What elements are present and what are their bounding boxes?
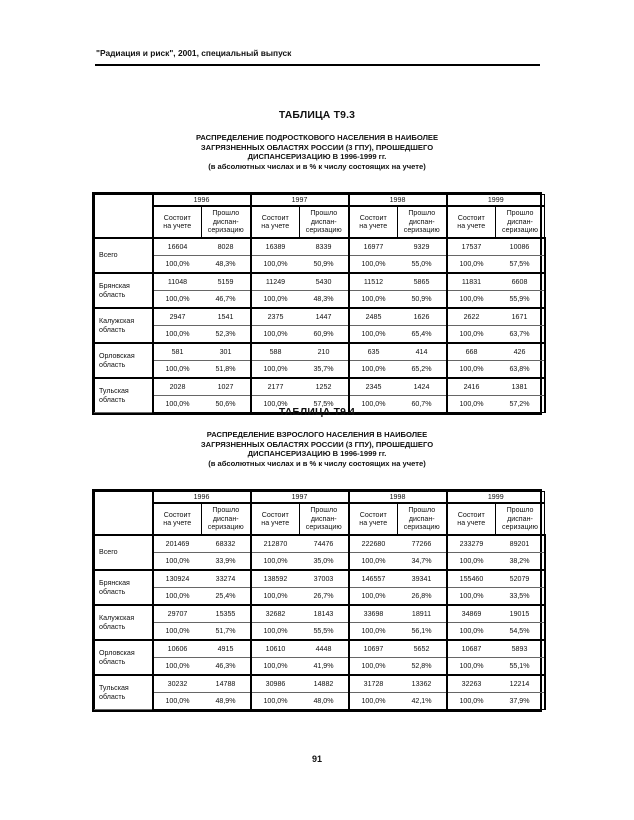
caption-line: (в абсолютных числах и в % к числу состоящих на учете) [208, 161, 426, 171]
region-line: Калужская [99, 317, 135, 326]
header-line: серизацию [502, 226, 538, 235]
registered-header [153, 206, 202, 238]
count-cell: 16977 [349, 238, 398, 256]
year-header: 1996 [153, 195, 251, 207]
region-label [95, 640, 153, 675]
count-cell: 77266 [398, 535, 447, 553]
percent-cell: 100,0% [349, 623, 398, 641]
table-row [95, 343, 545, 361]
count-cell: 138592 [251, 570, 300, 588]
region-label [95, 570, 153, 605]
caption-line: ЗАГРЯЗНЕННЫХ ОБЛАСТЯХ РОССИИ (3 ГПУ), ПРОШЕДШЕГО [200, 439, 434, 449]
year-header: 1999 [447, 492, 545, 504]
count-cell: 34869 [447, 605, 496, 623]
percent-cell: 100,0% [251, 658, 300, 676]
region-line: Всего [99, 548, 118, 557]
table-row [95, 623, 545, 641]
count-cell: 33274 [202, 570, 251, 588]
count-cell: 2622 [447, 308, 496, 326]
table-row [95, 693, 545, 710]
examined-header [202, 503, 251, 535]
year-header: 1997 [251, 195, 349, 207]
count-cell: 18911 [398, 605, 447, 623]
percent-cell: 100,0% [153, 326, 202, 344]
header-line: Состоит [457, 510, 485, 519]
percent-cell: 55,5% [300, 623, 349, 641]
header-line: серизацию [207, 226, 244, 235]
table-row [95, 640, 545, 658]
header-line: диспан- [212, 514, 239, 523]
count-cell: 635 [349, 343, 398, 361]
percent-cell: 55,9% [496, 291, 545, 309]
count-cell: 2345 [349, 378, 398, 396]
table-row [95, 361, 545, 379]
table-block-t9-3 [92, 110, 542, 408]
count-cell: 14788 [202, 675, 251, 693]
caption-line: ЗАГРЯЗНЕННЫХ ОБЛАСТЯХ РОССИИ (3 ГПУ), ПРОШЕДШЕГО [200, 142, 434, 152]
header-line: серизацию [403, 226, 440, 235]
count-cell: 4915 [202, 640, 251, 658]
percent-cell: 100,0% [349, 326, 398, 344]
percent-cell: 35,0% [300, 553, 349, 571]
count-cell: 10687 [447, 640, 496, 658]
count-cell: 14882 [300, 675, 349, 693]
percent-cell: 35,7% [300, 361, 349, 379]
percent-cell: 100,0% [251, 361, 300, 379]
percent-cell: 100,0% [251, 326, 300, 344]
table-row [95, 273, 545, 291]
table-row [95, 291, 545, 309]
region-label [95, 273, 153, 308]
percent-cell: 48,0% [300, 693, 349, 710]
count-cell: 1027 [202, 378, 251, 396]
table-title: ТАБЛИЦА Т9.4 [278, 407, 356, 418]
count-cell: 222680 [349, 535, 398, 553]
region-line: Брянская [99, 579, 130, 588]
count-cell: 30232 [153, 675, 202, 693]
count-cell: 1541 [202, 308, 251, 326]
count-cell: 668 [447, 343, 496, 361]
corner-cell [95, 492, 153, 536]
examined-header [202, 206, 251, 238]
header-line: Прошло [212, 506, 240, 515]
percent-cell: 57,2% [496, 396, 545, 413]
table-row [95, 553, 545, 571]
region-line: Орловская [99, 649, 135, 658]
percent-cell: 100,0% [349, 588, 398, 606]
count-cell: 5865 [398, 273, 447, 291]
table-row [95, 308, 545, 326]
percent-cell: 100,0% [447, 361, 496, 379]
percent-cell: 100,0% [153, 361, 202, 379]
header-line: на учете [359, 222, 388, 230]
table-row [95, 675, 545, 693]
year-header-row [95, 492, 545, 504]
count-cell: 212870 [251, 535, 300, 553]
percent-cell: 60,9% [300, 326, 349, 344]
header-line: диспан- [507, 514, 533, 523]
count-cell: 2177 [251, 378, 300, 396]
percent-cell: 100,0% [349, 693, 398, 710]
percent-cell: 60,7% [398, 396, 447, 413]
examined-header [398, 503, 447, 535]
examined-header [300, 503, 349, 535]
registered-header [251, 206, 300, 238]
count-cell: 146557 [349, 570, 398, 588]
data-table-frame [92, 192, 542, 415]
caption-line: РАСПРЕДЕЛЕНИЕ ВЗРОСЛОГО НАСЕЛЕНИЯ В НАИБОЛЕЕ [206, 430, 428, 439]
count-cell: 2485 [349, 308, 398, 326]
year-header: 1997 [251, 492, 349, 504]
count-cell: 2947 [153, 308, 202, 326]
percent-cell: 100,0% [447, 623, 496, 641]
table-caption [92, 133, 542, 171]
caption-line: РАСПРЕДЕЛЕНИЕ ПОДРОСТКОВОГО НАСЕЛЕНИЯ В НАИБОЛЕЕ [195, 133, 439, 142]
page-number: 91 [311, 754, 322, 764]
header-line: Состоит [261, 213, 289, 222]
count-cell: 32263 [447, 675, 496, 693]
region-line: Калужская [99, 614, 135, 623]
percent-cell: 100,0% [447, 553, 496, 571]
percent-cell: 100,0% [251, 291, 300, 309]
region-label [95, 308, 153, 343]
count-cell: 2375 [251, 308, 300, 326]
count-cell: 74476 [300, 535, 349, 553]
registered-header [349, 206, 398, 238]
count-cell: 8028 [202, 238, 251, 256]
count-cell: 1252 [300, 378, 349, 396]
percent-cell: 100,0% [251, 693, 300, 710]
header-line: Состоит [359, 510, 387, 519]
percent-cell: 100,0% [349, 256, 398, 274]
percent-cell: 100,0% [153, 553, 202, 571]
percent-cell: 63,8% [496, 361, 545, 379]
table-row [95, 535, 545, 553]
examined-header [300, 206, 349, 238]
percent-cell: 100,0% [447, 396, 496, 413]
header-line: на учете [163, 222, 192, 230]
header-line: Состоит [457, 213, 485, 222]
header-rule [95, 64, 540, 66]
count-cell: 10610 [251, 640, 300, 658]
percent-cell: 33,9% [202, 553, 251, 571]
table-row [95, 378, 545, 396]
percent-cell: 100,0% [153, 256, 202, 274]
percent-cell: 100,0% [153, 588, 202, 606]
count-cell: 29707 [153, 605, 202, 623]
count-cell: 16389 [251, 238, 300, 256]
header-line: Прошло [408, 506, 436, 515]
region-label [95, 605, 153, 640]
header-line: диспан- [310, 514, 337, 523]
percent-cell: 100,0% [153, 291, 202, 309]
percent-cell: 52,8% [398, 658, 447, 676]
header-line: Прошло [310, 506, 338, 515]
count-cell: 11831 [447, 273, 496, 291]
region-line: область [99, 290, 126, 299]
count-cell: 1381 [496, 378, 545, 396]
header-line: диспан- [408, 217, 435, 226]
count-cell: 8339 [300, 238, 349, 256]
count-cell: 301 [202, 343, 251, 361]
region-label [95, 343, 153, 378]
header-line: диспан- [507, 217, 533, 226]
percent-cell: 37,9% [496, 693, 545, 710]
year-header: 1999 [447, 195, 545, 207]
percent-cell: 42,1% [398, 693, 447, 710]
examined-header [398, 206, 447, 238]
count-cell: 31728 [349, 675, 398, 693]
count-cell: 17537 [447, 238, 496, 256]
header-line: Прошло [506, 209, 534, 218]
count-cell: 201469 [153, 535, 202, 553]
count-cell: 1424 [398, 378, 447, 396]
count-cell: 33698 [349, 605, 398, 623]
count-cell: 5652 [398, 640, 447, 658]
percent-cell: 46,3% [202, 658, 251, 676]
percent-cell: 63,7% [496, 326, 545, 344]
percent-cell: 48,3% [202, 256, 251, 274]
year-header: 1998 [349, 492, 447, 504]
count-cell: 11048 [153, 273, 202, 291]
count-cell: 1447 [300, 308, 349, 326]
header-line: серизацию [502, 523, 538, 532]
percent-cell: 51,8% [202, 361, 251, 379]
count-cell: 11512 [349, 273, 398, 291]
percent-cell: 50,9% [300, 256, 349, 274]
percent-cell: 100,0% [153, 623, 202, 641]
count-cell: 10606 [153, 640, 202, 658]
percent-cell: 100,0% [349, 553, 398, 571]
header-line: на учете [359, 519, 388, 527]
percent-cell: 48,9% [202, 693, 251, 710]
header-line: Прошло [212, 209, 240, 218]
percent-cell: 57,5% [496, 256, 545, 274]
percent-cell: 41,9% [300, 658, 349, 676]
column-header-row [95, 503, 545, 535]
year-header: 1998 [349, 195, 447, 207]
percent-cell: 100,0% [153, 396, 202, 413]
percent-cell: 38,2% [496, 553, 545, 571]
region-line: Тульская [99, 387, 129, 396]
count-cell: 5893 [496, 640, 545, 658]
percent-cell: 100,0% [447, 291, 496, 309]
corner-cell [95, 195, 153, 239]
percent-cell: 26,7% [300, 588, 349, 606]
percent-cell: 55,0% [398, 256, 447, 274]
percent-cell: 54,5% [496, 623, 545, 641]
registered-header [447, 503, 496, 535]
header-line: на учете [261, 222, 290, 230]
percent-cell: 100,0% [153, 658, 202, 676]
registered-header [153, 503, 202, 535]
percent-cell: 34,7% [398, 553, 447, 571]
count-cell: 1626 [398, 308, 447, 326]
column-header-row [95, 206, 545, 238]
percent-cell: 52,3% [202, 326, 251, 344]
count-cell: 233279 [447, 535, 496, 553]
count-cell: 39341 [398, 570, 447, 588]
count-cell: 4448 [300, 640, 349, 658]
year-header-row [95, 195, 545, 207]
header-line: диспан- [310, 217, 337, 226]
percent-cell: 57,5% [300, 396, 349, 413]
percent-cell: 100,0% [447, 256, 496, 274]
header-line: Прошло [310, 209, 338, 218]
count-cell: 6608 [496, 273, 545, 291]
count-cell: 68332 [202, 535, 251, 553]
table-row [95, 588, 545, 606]
percent-cell: 100,0% [447, 693, 496, 710]
count-cell: 12214 [496, 675, 545, 693]
percent-cell: 46,7% [202, 291, 251, 309]
count-cell: 5159 [202, 273, 251, 291]
percent-cell: 33,5% [496, 588, 545, 606]
percent-cell: 26,8% [398, 588, 447, 606]
percent-cell: 55,1% [496, 658, 545, 676]
region-label [95, 238, 153, 273]
table-row [95, 658, 545, 676]
registered-header [447, 206, 496, 238]
header-line: серизацию [403, 523, 440, 532]
percent-cell: 65,2% [398, 361, 447, 379]
region-label [95, 535, 153, 570]
count-cell: 11249 [251, 273, 300, 291]
header-line: на учете [457, 519, 486, 527]
region-line: Всего [99, 251, 118, 260]
caption-line: ДИСПАНСЕРИЗАЦИЮ В 1996-1999 гг. [247, 449, 387, 459]
count-cell: 1671 [496, 308, 545, 326]
table-row [95, 238, 545, 256]
percent-cell: 56,1% [398, 623, 447, 641]
data-table-frame [92, 489, 542, 712]
header-line: диспан- [408, 514, 435, 523]
region-line: область [99, 395, 126, 404]
percent-cell: 100,0% [447, 588, 496, 606]
year-header: 1996 [153, 492, 251, 504]
count-cell: 5430 [300, 273, 349, 291]
region-line: Брянская [99, 282, 130, 291]
data-table [94, 491, 546, 710]
header-line: Состоит [359, 213, 387, 222]
count-cell: 2416 [447, 378, 496, 396]
caption-line: (в абсолютных числах и в % к числу состоящих на учете) [208, 458, 426, 468]
header-line: Прошло [408, 209, 436, 218]
header-line: Состоит [163, 213, 191, 222]
percent-cell: 100,0% [447, 658, 496, 676]
percent-cell: 100,0% [349, 658, 398, 676]
region-label [95, 675, 153, 710]
region-line: область [99, 657, 126, 666]
percent-cell: 100,0% [349, 396, 398, 413]
percent-cell: 100,0% [447, 326, 496, 344]
registered-header [251, 503, 300, 535]
header-line: на учете [457, 222, 486, 230]
count-cell: 9329 [398, 238, 447, 256]
percent-cell: 100,0% [251, 553, 300, 571]
header-line: Прошло [506, 506, 534, 515]
count-cell: 30986 [251, 675, 300, 693]
count-cell: 581 [153, 343, 202, 361]
header-line: серизацию [207, 523, 244, 532]
count-cell: 37003 [300, 570, 349, 588]
header-line: на учете [163, 519, 192, 527]
table-row [95, 256, 545, 274]
region-line: область [99, 692, 126, 701]
region-line: область [99, 325, 126, 334]
percent-cell: 100,0% [251, 623, 300, 641]
count-cell: 210 [300, 343, 349, 361]
count-cell: 15355 [202, 605, 251, 623]
count-cell: 32682 [251, 605, 300, 623]
table-row [95, 570, 545, 588]
count-cell: 414 [398, 343, 447, 361]
percent-cell: 100,0% [349, 361, 398, 379]
header-line: на учете [261, 519, 290, 527]
count-cell: 10086 [496, 238, 545, 256]
percent-cell: 50,6% [202, 396, 251, 413]
registered-header [349, 503, 398, 535]
header-line: Состоит [261, 510, 289, 519]
examined-header [496, 503, 545, 535]
running-header: "Радиация и риск", 2001, специальный выпуск [96, 48, 292, 58]
table-row [95, 326, 545, 344]
region-line: область [99, 622, 126, 631]
examined-header [496, 206, 545, 238]
region-line: Тульская [99, 684, 129, 693]
header-line: серизацию [305, 523, 342, 532]
percent-cell: 25,4% [202, 588, 251, 606]
count-cell: 155460 [447, 570, 496, 588]
count-cell: 16604 [153, 238, 202, 256]
percent-cell: 51,7% [202, 623, 251, 641]
header-line: диспан- [212, 217, 239, 226]
table-row [95, 605, 545, 623]
count-cell: 89201 [496, 535, 545, 553]
table-caption [92, 430, 542, 468]
table-block-t9-4 [92, 407, 542, 705]
percent-cell: 100,0% [251, 588, 300, 606]
data-table [94, 194, 546, 413]
count-cell: 2028 [153, 378, 202, 396]
region-line: область [99, 360, 126, 369]
count-cell: 426 [496, 343, 545, 361]
count-cell: 10697 [349, 640, 398, 658]
header-line: Состоит [163, 510, 191, 519]
region-line: Орловская [99, 352, 135, 361]
header-line: серизацию [305, 226, 342, 235]
count-cell: 52079 [496, 570, 545, 588]
percent-cell: 50,9% [398, 291, 447, 309]
percent-cell: 100,0% [349, 291, 398, 309]
percent-cell: 100,0% [251, 396, 300, 413]
percent-cell: 100,0% [251, 256, 300, 274]
percent-cell: 100,0% [153, 693, 202, 710]
count-cell: 18143 [300, 605, 349, 623]
table-title: ТАБЛИЦА Т9.3 [278, 110, 356, 121]
count-cell: 130924 [153, 570, 202, 588]
count-cell: 588 [251, 343, 300, 361]
caption-line: ДИСПАНСЕРИЗАЦИЮ В 1996-1999 гг. [247, 152, 387, 162]
count-cell: 19015 [496, 605, 545, 623]
count-cell: 13362 [398, 675, 447, 693]
percent-cell: 65,4% [398, 326, 447, 344]
percent-cell: 48,3% [300, 291, 349, 309]
region-line: область [99, 587, 126, 596]
